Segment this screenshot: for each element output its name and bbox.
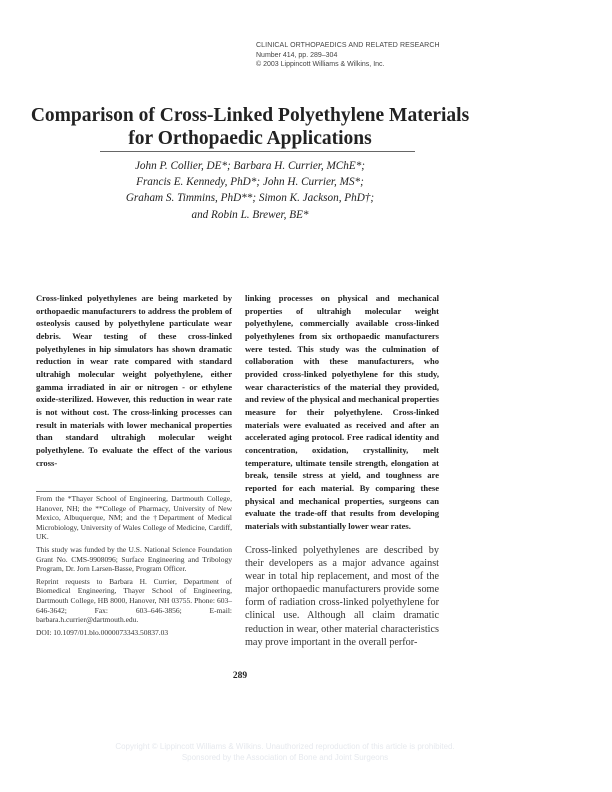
abstract-left-column: Cross-linked polyethylenes are being marketed by orthopaedic manufacturers to address the problem of osteolysis caused by polyethylene particulate wear debris. Wear testing of these cross-linked polyethylenes in hip simulators has shown dramatic reduction in wear rate compared with standard ultrahigh molecular weight polyethylene, either gamma irradiated in air or nitrogen - or ethylene oxide-sterilized. However, this reduction in wear rate is not without cost. The cross-linking processes can result in materials with lower mechanical properties than standard ultrahigh molecular weight polyethylene. To evaluate the effect of the various cross- <box>36 293 232 468</box>
footnote-divider <box>36 491 230 492</box>
watermark-line: Copyright © Lippincott Williams & Wilkins. Unauthorized reproduction of this article is prohibited. <box>115 742 455 751</box>
page-number: 289 <box>232 671 248 681</box>
reprint-note: Reprint requests to Barbara H. Currier, Department of Biomedical Engineering, Thayer School of Engineering, Dartmouth College, HB 8000, Hanover, NH 03755. Phone: 603–646-3642; Fax: 603–646-3856; E-mail: barbara.h.currier@dartmouth.edu. <box>36 576 232 625</box>
author-line: Graham S. Timmins, PhD**; Simon K. Jackson, PhD†; <box>125 192 375 205</box>
title-divider <box>100 151 415 152</box>
author-line: John P. Collier, DE*; Barbara H. Currier, MChE*; <box>134 160 366 172</box>
author-list <box>60 158 440 223</box>
body-paragraph: Cross-linked polyethylenes are described by their developers as a major advance against wear in total hip replacement, and most of the major orthopaedic manufacturers provide some form of radiation cross-linked polyethylene for clinical use. Although all claim dramatic reduction in wear, other material characteristics may prove important in the overall perfor- <box>245 545 439 648</box>
author-line: Francis E. Kennedy, PhD*; John H. Currier, MS*; <box>136 176 364 189</box>
doi-note: DOI: 10.1097/01.blo.0000073343.50837.03 <box>36 627 169 637</box>
journal-name: CLINICAL ORTHOPAEDICS AND RELATED RESEARCH <box>256 42 440 49</box>
copyright-watermark <box>60 741 510 763</box>
article-title: Comparison of Cross-Linked Polyethylene Materials for Orthopaedic Applications <box>30 105 470 149</box>
author-line: and Robin L. Brewer, BE* <box>191 208 309 221</box>
abstract-right-column: linking processes on physical and mechanical properties of ultrahigh molecular weight polyethylene, commercially available cross-linked polyethylenes from six orthopaedic manufacturers were tested. This study was the culmination of collaboration with these manufacturers, who provided cross-linked polyethylene for this study, wear characteristics of the material they provided, and review of the physical and mechanical properties measure for their polyethylene. Cross-linked materials were evaluated as received and after an accelerated aging protocol. Free radical identity and concentration, oxidation, crystallinity, melt temperature, ultimate tensile strength, elongation at break, tensile stress at yield, and toughness are reported for each material. By comparing these physical and mechanical properties, surgeons can evaluate the trade-off that results from developing materials with substantially lower wear rates. <box>245 293 439 531</box>
journal-header <box>256 41 440 70</box>
footnotes <box>36 494 232 640</box>
watermark-line: Sponsored by the Association of Bone and Joint Surgeons <box>181 753 389 762</box>
header-copyright: © 2003 Lippincott Williams & Wilkins, Inc. <box>256 61 385 68</box>
affiliation-note: From the *Thayer School of Engineering, Dartmouth College, Hanover, NH; the **College of Pharmacy, University of New Mexico, Albuquerque, NM; and the †Department of Medical Microbiology, University of Wales College of Medicine, Cardiff, UK. <box>36 494 232 542</box>
issue-info: Number 414, pp. 289–304 <box>256 51 338 59</box>
funding-note: This study was funded by the U.S. National Science Foundation Grant No. CMS-9908096; Surface Engineering and Tribology Program, Dr. Jorn Larsen-Basse, Program Officer. <box>36 544 232 574</box>
